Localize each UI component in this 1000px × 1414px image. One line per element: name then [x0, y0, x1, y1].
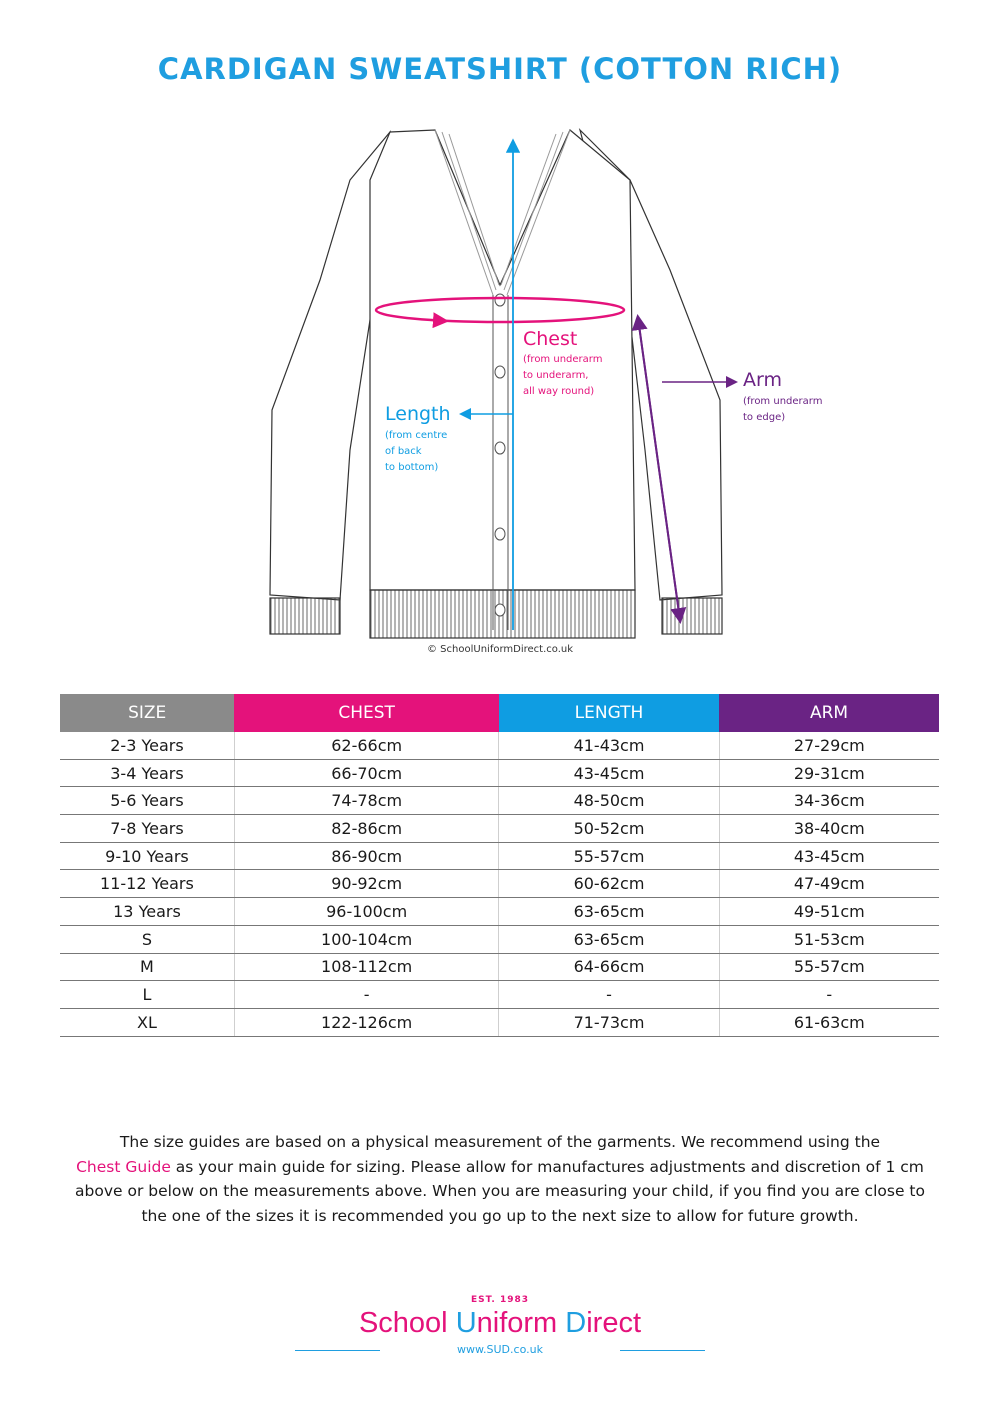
table-row	[60, 787, 939, 815]
table-body	[60, 732, 939, 1036]
length-note-1: (from centre	[385, 430, 448, 441]
arm-cell: -	[719, 981, 939, 1009]
table-row	[60, 732, 939, 759]
chest-cell: 66-70cm	[234, 759, 499, 787]
notes-text-2: as your main guide for sizing. Please allow for manufactures adjustments and discretion of 1 cm above or below on the measurements above. When you are measuring your child, if you find you are close to the one of the sizes it is recommended you go up to the next size to allow for future growth.	[75, 1157, 925, 1225]
size-cell: S	[60, 925, 234, 953]
size-cell: M	[60, 953, 234, 981]
chest-cell: 86-90cm	[234, 842, 499, 870]
table-row	[60, 815, 939, 843]
logo-name-part: niform	[476, 1307, 566, 1339]
length-cell: 43-45cm	[499, 759, 719, 787]
copyright-text: © SchoolUniformDirect.co.uk	[427, 644, 573, 655]
size-cell: 13 Years	[60, 898, 234, 926]
logo-name	[250, 1307, 750, 1340]
logo-name-part: chool	[378, 1307, 456, 1339]
table-header-row	[60, 694, 939, 732]
arm-cell: 43-45cm	[719, 842, 939, 870]
size-cell: 9-10 Years	[60, 842, 234, 870]
arm-label: Arm	[743, 369, 782, 391]
brand-logo	[250, 1295, 750, 1365]
header-arm: ARM	[719, 694, 939, 732]
arm-cell: 61-63cm	[719, 1008, 939, 1036]
length-label: Length	[385, 403, 451, 425]
chest-cell: 74-78cm	[234, 787, 499, 815]
table-row	[60, 925, 939, 953]
size-cell: 5-6 Years	[60, 787, 234, 815]
size-cell: 11-12 Years	[60, 870, 234, 898]
logo-name-part: S	[358, 1307, 379, 1339]
table-row	[60, 953, 939, 981]
logo-name-part: irect	[586, 1307, 642, 1339]
table-row	[60, 1008, 939, 1036]
length-cell: 63-65cm	[499, 925, 719, 953]
chest-label: Chest	[523, 328, 578, 350]
arm-note-1: (from underarm	[743, 396, 823, 407]
chest-cell: 108-112cm	[234, 953, 499, 981]
length-note-2: of back	[385, 446, 422, 457]
size-cell: L	[60, 981, 234, 1009]
table-row	[60, 870, 939, 898]
arm-note-2: to edge)	[743, 412, 786, 423]
chest-cell: 90-92cm	[234, 870, 499, 898]
table-row	[60, 898, 939, 926]
arm-cell: 49-51cm	[719, 898, 939, 926]
page-title: CARDIGAN SWEATSHIRT (COTTON RICH)	[157, 52, 843, 86]
chest-cell: 62-66cm	[234, 732, 499, 759]
header-chest: CHEST	[234, 694, 499, 732]
header-size: SIZE	[60, 694, 234, 732]
length-cell: 71-73cm	[499, 1008, 719, 1036]
arm-cell: 34-36cm	[719, 787, 939, 815]
length-cell: 63-65cm	[499, 898, 719, 926]
logo-name-part: D	[565, 1307, 587, 1339]
arm-cell: 27-29cm	[719, 732, 939, 759]
size-cell: 7-8 Years	[60, 815, 234, 843]
length-cell: 55-57cm	[499, 842, 719, 870]
size-cell: XL	[60, 1008, 234, 1036]
logo-name-part: U	[455, 1307, 477, 1339]
chest-cell: 96-100cm	[234, 898, 499, 926]
arm-cell: 47-49cm	[719, 870, 939, 898]
header-length: LENGTH	[499, 694, 719, 732]
length-cell: 50-52cm	[499, 815, 719, 843]
table-row	[60, 759, 939, 787]
length-cell: 41-43cm	[499, 732, 719, 759]
arm-cell: 38-40cm	[719, 815, 939, 843]
size-cell: 2-3 Years	[60, 732, 234, 759]
logo-rule-right	[620, 1350, 705, 1351]
chest-cell: -	[234, 981, 499, 1009]
length-cell: 64-66cm	[499, 953, 719, 981]
chest-guide-highlight: Chest Guide	[76, 1157, 171, 1176]
chest-cell: 100-104cm	[234, 925, 499, 953]
size-table	[60, 694, 939, 1037]
size-guide-notes	[60, 1130, 940, 1228]
chest-cell: 122-126cm	[234, 1008, 499, 1036]
chest-cell: 82-86cm	[234, 815, 499, 843]
cardigan-illustration	[250, 120, 850, 665]
length-note-3: to bottom)	[385, 462, 439, 473]
chest-note-2: to underarm,	[523, 370, 589, 381]
arm-cell: 55-57cm	[719, 953, 939, 981]
table-row	[60, 842, 939, 870]
chest-note-3: all way round)	[523, 386, 595, 397]
arm-cell: 51-53cm	[719, 925, 939, 953]
length-cell: -	[499, 981, 719, 1009]
notes-text-1: The size guides are based on a physical measurement of the garments. We recommend using the	[119, 1133, 881, 1151]
cardigan-diagram	[250, 120, 850, 665]
length-cell: 60-62cm	[499, 870, 719, 898]
logo-website: www.SUD.co.uk	[457, 1343, 543, 1356]
chest-note-1: (from underarm	[523, 354, 603, 365]
table-row	[60, 981, 939, 1009]
arm-cell: 29-31cm	[719, 759, 939, 787]
length-cell: 48-50cm	[499, 787, 719, 815]
size-cell: 3-4 Years	[60, 759, 234, 787]
logo-est: EST. 1983	[470, 1295, 529, 1305]
